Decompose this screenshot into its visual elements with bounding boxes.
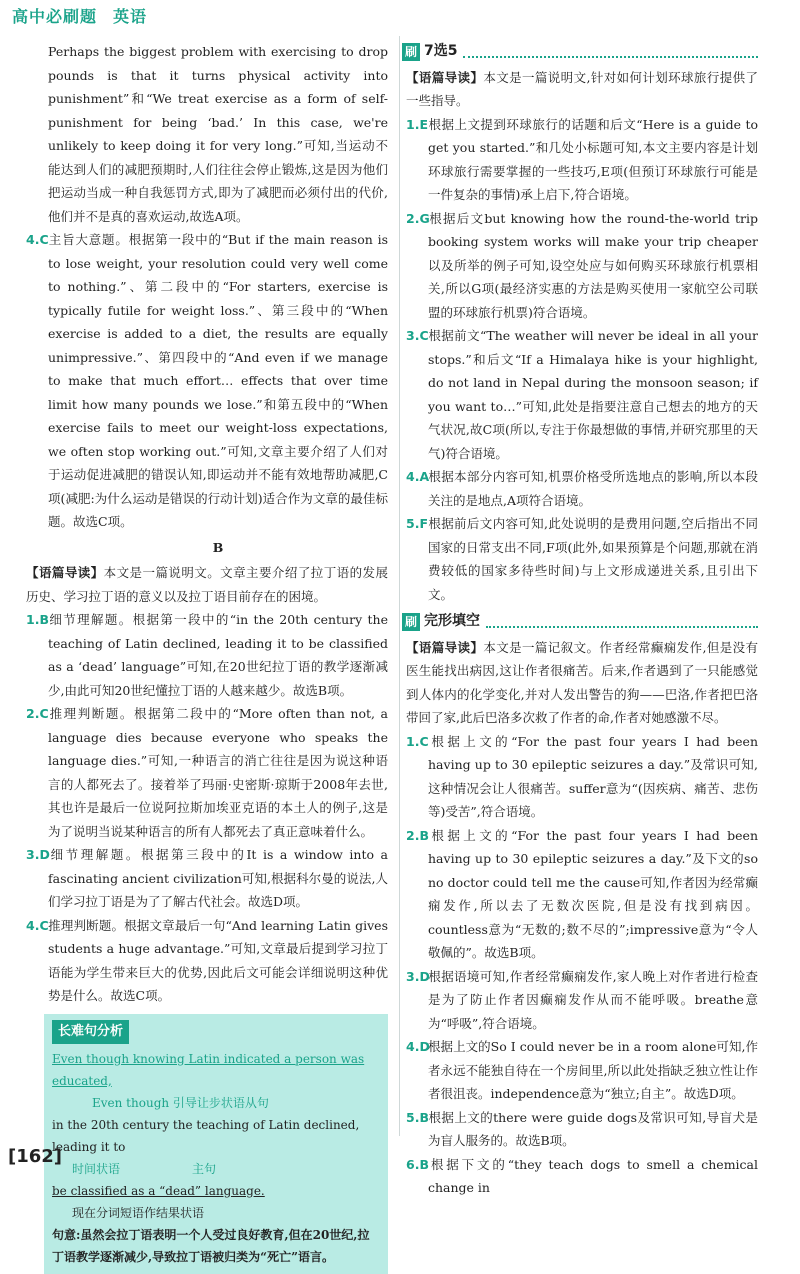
- answer-item-b1: 1.B细节理解题。根据第一段中的“in the 20th century the teaching of Latin declined, leading it to be classified as a ‘dead’ language”可知,在20世纪拉丁语的教学逐渐减少,由此可知20世纪懂拉丁语的人越来越少。故选B项。: [26, 612, 388, 698]
- brush-icon: 刷: [402, 43, 420, 61]
- page-header: [12, 4, 163, 27]
- answer-item-b4: 4.C推理判断题。根据文章最后一句“And learning Latin gives students a huge advantage.”可知,文章最后提到学习拉丁语能为学生带来巨大的优势,因此后文可能会详细说明这种优势是什么。故选C项。: [26, 917, 388, 1003]
- column-divider: [399, 36, 400, 1136]
- item-number: 4.C: [26, 232, 49, 247]
- answer-item-b2: 2.C推理判断题。根据第二段中的“More often than not, a language dies because everyone who speaks the language dies.”可知,一种语言的消亡往往是因为说这种语言的人都死去了。接着举了玛丽·史密斯·琼斯于2008年去世,其也许是最后一位说阿拉斯加埃亚克语的本土人的例子,这是为了说明当说某种语言的所有人都死去了真正意味着什么。: [26, 706, 388, 839]
- brush-icon: 刷: [402, 613, 420, 631]
- answer-item-r4: 4.A根据本部分内容可知,机票价格受所选地点的影响,所以本段关注的是地点,A项符合语境。: [406, 469, 758, 508]
- section-tag-7x5: [402, 40, 758, 64]
- intro-paragraph: Perhaps the biggest problem with exercising to drop pounds is that it turns physical activity into punishment”和“We treat exercise as a form of self-punishment for being ‘bad.’ In this case, we're unlikely to keep doing it for very long.”可知,当运动不能达到人们的减肥预期时,人们往往会停止锻炼,这是因为他们把运动当成一种自我惩罚方式,即为了减肥而必须付出的代价,他们并不是真的喜欢运动,故选A项。: [48, 44, 388, 224]
- subject-title: 英语: [113, 7, 148, 26]
- guide-b: 【语篇导读】本文是一篇说明文。文章主要介绍了拉丁语的发展历史、学习拉丁语的意义以及拉丁语目前存在的困境。: [26, 565, 388, 604]
- analysis-meaning: 句意:虽然会拉丁语表明一个人受过良好教育,但在20世纪,拉丁语教学逐渐减少,导致拉丁语被归类为“死亡”语言。: [52, 1227, 370, 1264]
- analysis-note-3: 现在分词短语作结果状语: [72, 1205, 205, 1220]
- answer-item-c1: 1.C根据上文的“For the past four years I had been having up to 30 epileptic seizures a day.”及常识可知,这种情况会让人很痛苦。suffer意为“(因疾病、痛苦、悲伤等)受苦”,符合语境。: [406, 733, 758, 819]
- answer-item-a4: 4.C主旨大意题。根据第一段中的“But if the main reason is to lose weight, your resolution could very well come to nothing.”、第二段中的“For starters, exercise is typically futile for weight loss.”、第三段中的“When exercise is added to a diet, the results are equally unimpressive.”、第四段中的“And even if we manage to make that much effort… effects that over time limit how many pounds we lose.”和第五段中的“When exercise fails to meet our weight-loss expectations, we often stop working out.”可知,文章主要介绍了人们对于运动促进减肥的错误认知,即运动并不能有效地帮助减肥,C项(减肥:为什么运动是错误的行动计划)适合作为文章的最佳标题。故选C项。: [48, 228, 388, 534]
- analysis-line-2: in the 20th century the teaching of Latin declined, leading it to: [52, 1117, 360, 1154]
- answer-item-c2: 2.B根据上文的“For the past four years I had been having up to 30 epileptic seizures a day.”及下文的so no doctor could tell me the cause可知,作者因为经常癫痫发作,所以去了无数次医院,但是没有找到病因。countless意为“无数的;数不尽的”;impressive意为“令人敬佩的”。故选B项。: [406, 827, 758, 960]
- analysis-note-1: Even though 引导让步状语从句: [92, 1095, 269, 1110]
- sentence-analysis-box: [44, 1014, 388, 1274]
- book-title: 高中必刷题: [12, 7, 98, 26]
- answer-item-c3: 3.D根据语境可知,作者经常癫痫发作,家人晚上对作者进行检查是为了防止作者因癫痫发作从而不能呼吸。breathe意为“呼吸”,符合语境。: [406, 968, 758, 1031]
- right-column: [406, 40, 758, 1200]
- answer-item-r1: 1.E根据上文提到环球旅行的话题和后文“Here is a guide to get you started.”和几处小标题可知,本文主要内容是计划环球旅行需要掌握的一些技巧,E项(但预订环球旅行可能是一件复杂的事情)承上启下,符合语境。: [406, 116, 758, 202]
- analysis-note-2: 时间状语 主句: [72, 1161, 217, 1176]
- tag-title: 7选5: [424, 43, 458, 59]
- answer-item-r3: 3.C根据前文“The weather will never be ideal in all your stops.”和后文“If a Himalaya hike is your highlight, do not land in Nepal during the monsoon season; if you want to…”可知,此处是指要注意自己想去的地方的天气状况,故C项(所以,专注于你最想做的事情,并研究那里的天气)符合语境。: [406, 328, 758, 461]
- answer-item-c5: 5.B根据上文的there were guide dogs及常识可知,导盲犬是为盲人服务的。故选B项。: [406, 1109, 758, 1148]
- guide-cloze: 【语篇导读】本文是一篇记叙文。作者经常癫痫发作,但是没有医生能找出病因,这让作者很痛苦。后来,作者遇到了一只能感觉到人体内的化学变化,并对人发出警告的狗——巴洛,作者把巴洛带回了家,此后巴洛多次救了作者的命,作者对她感激不尽。: [406, 639, 758, 725]
- answer-item-r2: 2.G根据后文but knowing how the round-the-world trip booking system works will make your trip cheaper以及所举的例子可知,设空处应与如何购买环球旅行机票相关,所以G项(最经济实惠的方法是购买使用一家航空公司联盟的环球旅行机票)符合语境。: [406, 210, 758, 320]
- box-title: 长难句分析: [52, 1020, 129, 1044]
- answer-item-c6: 6.B根据下文的“they teach dogs to smell a chemical change in: [406, 1156, 758, 1195]
- analysis-line-1: Even though knowing Latin indicated a person was educated,: [52, 1051, 365, 1088]
- answer-item-b3: 3.D细节理解题。根据第三段中的It is a window into a fascinating ancient civilization可知,根据科尔曼的说法,人们学习拉丁语是为了了解古代社会。故选D项。: [26, 847, 388, 909]
- answer-item-c4: 4.D根据上文的So I could never be in a room alone可知,作者永远不能独自待在一个房间里,所以此处指缺乏独立性让作者很沮丧。independence意为“独立;自主”。故选D项。: [406, 1039, 758, 1101]
- section-b-heading: B: [212, 539, 224, 555]
- guide-7x5: 【语篇导读】本文是一篇说明文,针对如何计划环球旅行提供了一些指导。: [406, 69, 758, 108]
- tag-title: 完形填空: [424, 613, 480, 629]
- analysis-line-3: be classified as a “dead” language.: [52, 1183, 265, 1198]
- section-tag-cloze: [402, 610, 758, 634]
- answer-item-r5: 5.F根据前后文内容可知,此处说明的是费用问题,空后指出不同国家的日常支出不同,F项(此外,如果预算是个问题,那就在消费较低的国家多待些时间)与上文形成递进关系,且引出下文。: [406, 516, 758, 602]
- page-number: [162]: [8, 1146, 63, 1167]
- dotted-rule: [463, 46, 758, 58]
- dotted-rule: [486, 616, 758, 628]
